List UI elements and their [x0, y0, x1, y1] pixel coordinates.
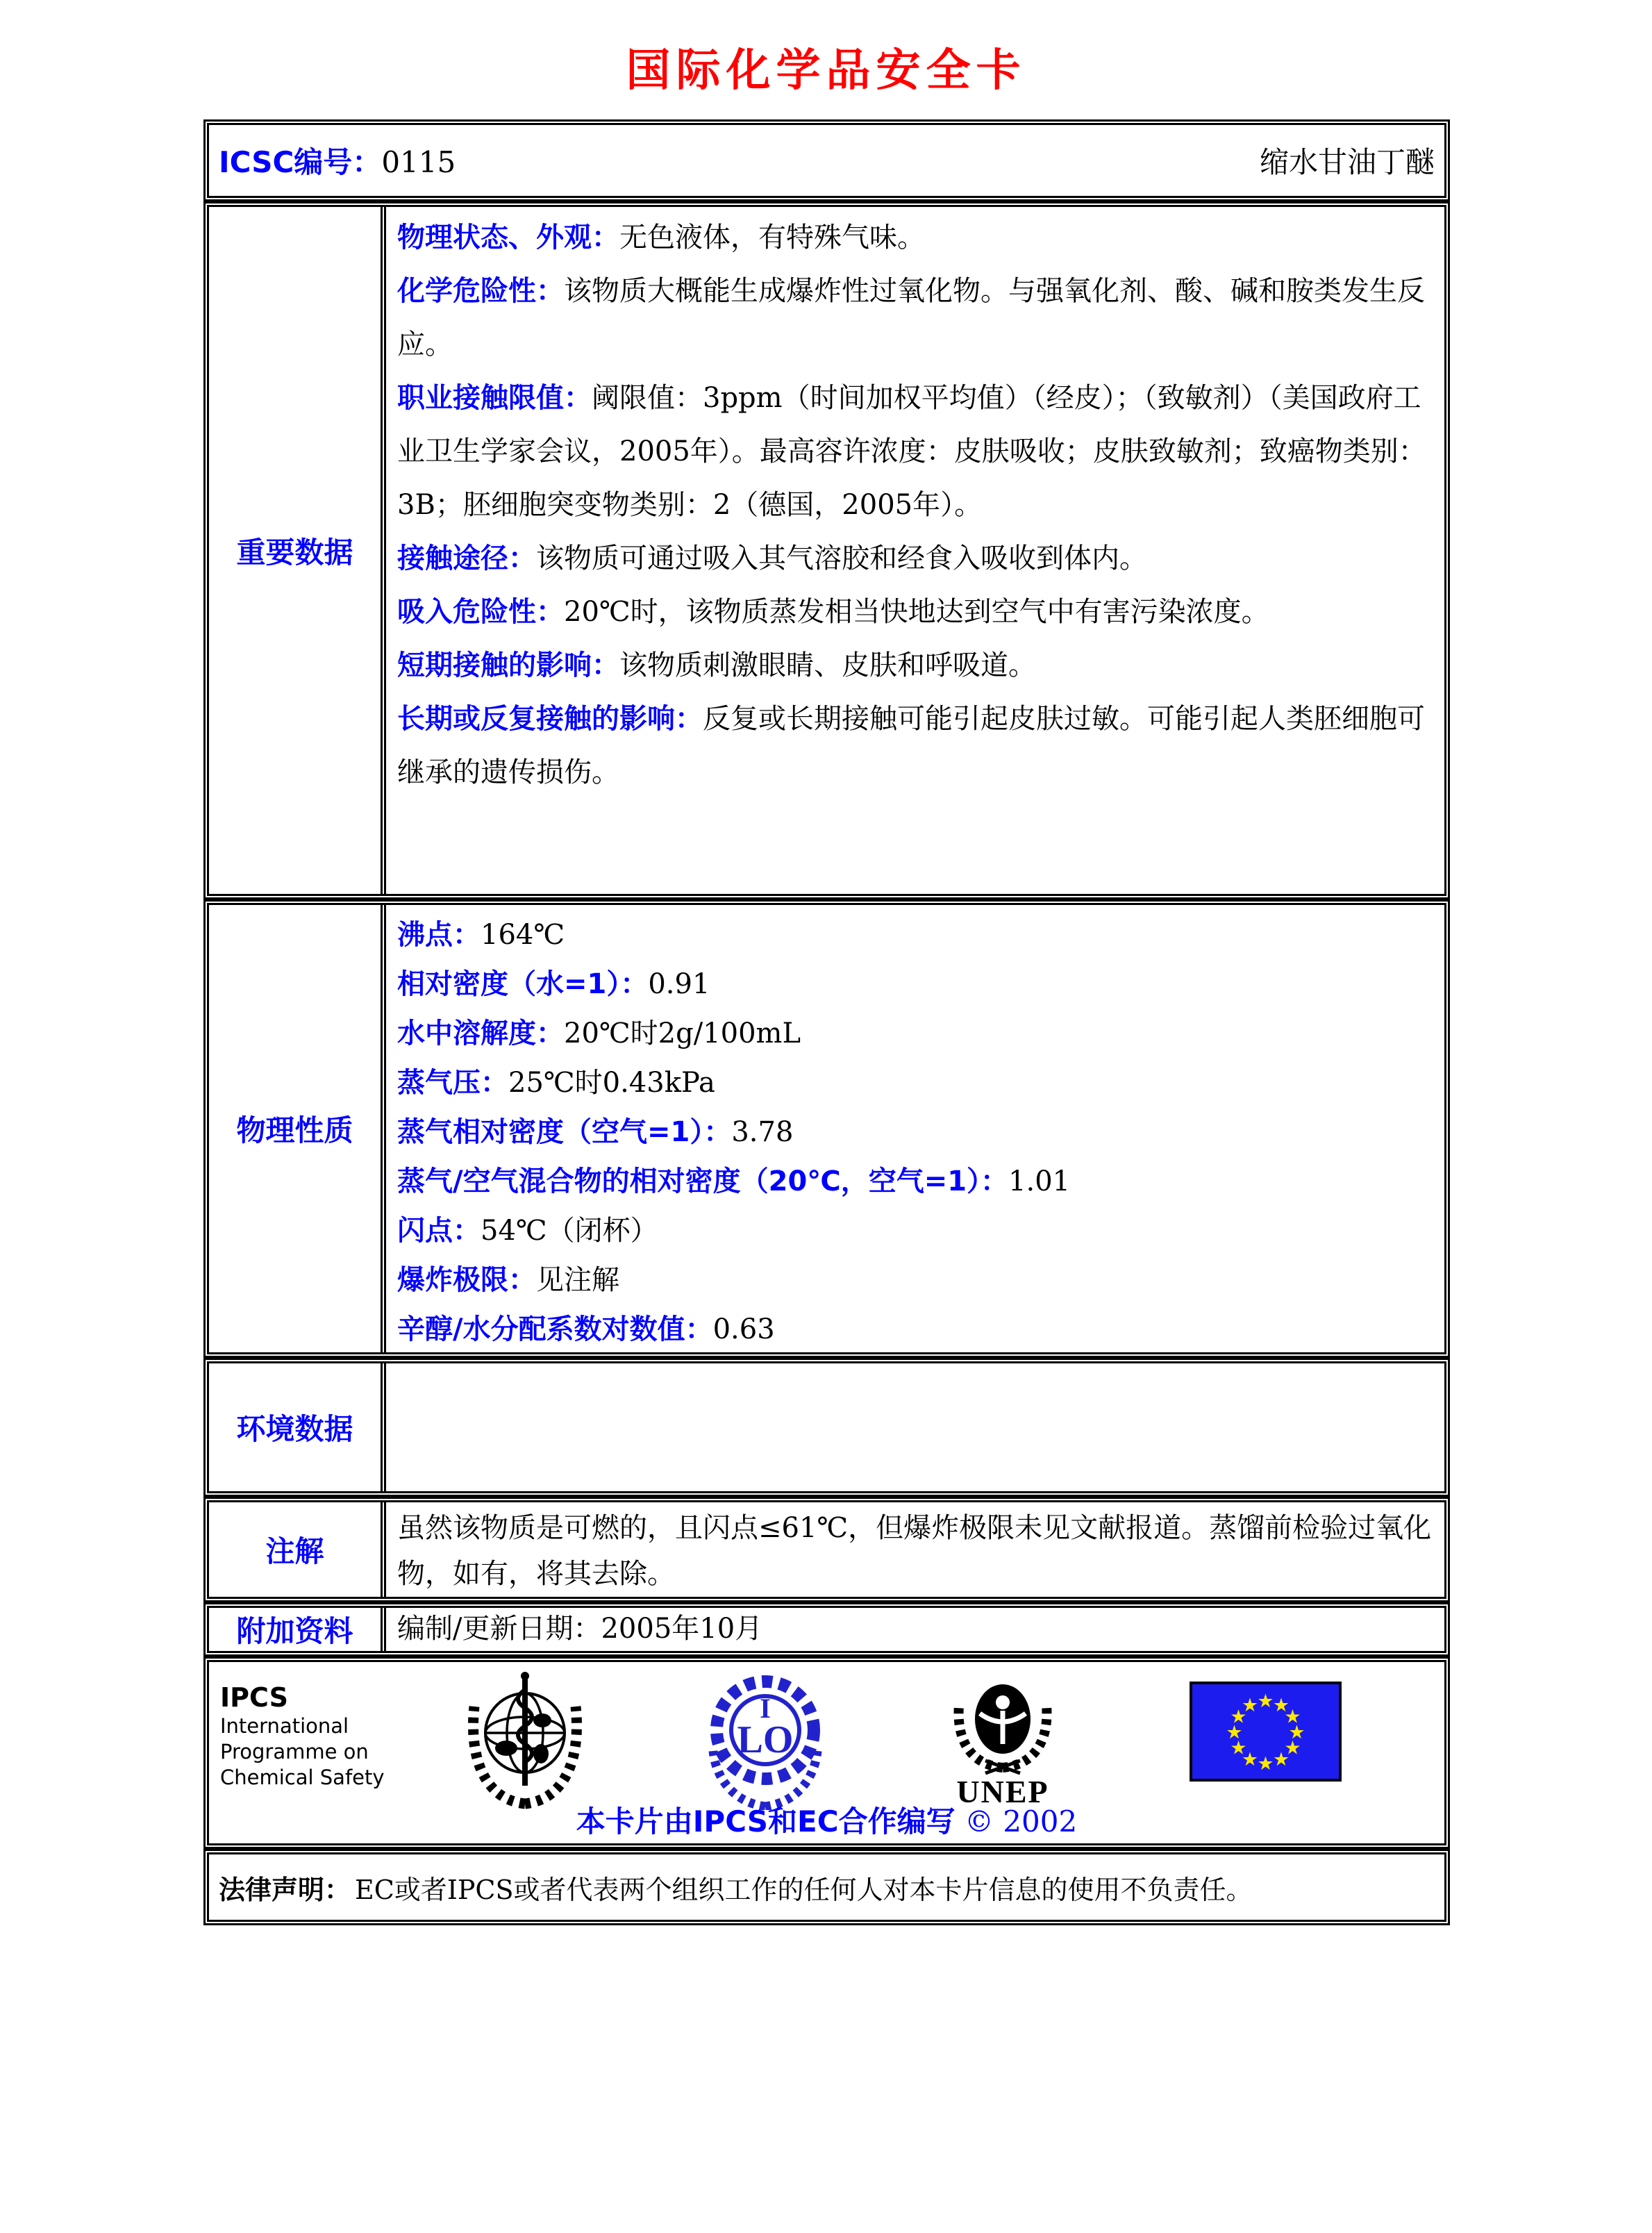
data-item-label: 沸点： — [397, 919, 481, 951]
update-date-value: 2005年10月 — [601, 1613, 763, 1645]
svg-text:★: ★ — [1288, 1722, 1305, 1743]
section-label-notes: 注解 — [209, 1502, 386, 1597]
data-item-text: 该物质刺激眼睛、皮肤和呼吸道。 — [619, 649, 1036, 681]
data-item — [397, 692, 1433, 799]
section-notes — [203, 1497, 1450, 1602]
data-item-label: 闪点： — [397, 1215, 481, 1247]
data-item — [397, 1206, 1433, 1256]
icsc-number-label: ICSC编号： — [219, 145, 382, 179]
caption-copyright: © 2002 — [964, 1804, 1078, 1838]
data-item-text: 该物质可通过吸入其气溶胶和经食入吸收到体内。 — [536, 542, 1147, 574]
environmental-data-content — [386, 1363, 1444, 1491]
data-item — [397, 1256, 1433, 1305]
important-data-content — [386, 207, 1444, 894]
legal-notice-label: 法律声明： — [219, 1874, 351, 1905]
data-item-label: 长期或反复接触的影响： — [397, 703, 703, 735]
data-item-text: 阈限值：3ppm（时间加权平均值）（经皮）；（致敏剂）（美国政府工业卫生学家会议，2005年）。最高容许浓度：皮肤吸收；皮肤致敏剂；致癌物类别：3B；胚细胞突变物类别：2（德国，2005年）。 — [397, 382, 1426, 521]
ipcs-line-3: Chemical Safety — [220, 1766, 385, 1789]
data-item — [397, 1059, 1433, 1108]
data-item-label: 接触途径： — [397, 542, 536, 574]
data-item-label: 物理状态、外观： — [397, 222, 619, 254]
data-item — [397, 211, 1433, 265]
ipcs-title: IPCS — [220, 1682, 288, 1713]
eu-flag-icon — [1190, 1682, 1342, 1782]
caption-text: 本卡片由IPCS和EC合作编写 — [576, 1804, 956, 1838]
data-item-text: 3.78 — [731, 1116, 794, 1148]
legal-notice-text: EC或者IPCS或者代表两个组织工作的任何人对本卡片信息的使用不负责任。 — [355, 1874, 1253, 1905]
section-environmental-data — [203, 1358, 1450, 1497]
data-item-text: 164℃ — [481, 919, 565, 951]
footer-caption — [209, 1804, 1444, 1839]
data-item-label: 蒸气压： — [397, 1067, 508, 1099]
data-item — [397, 960, 1433, 1009]
data-item-label: 水中溶解度： — [397, 1018, 564, 1049]
data-item-label: 相对密度（水=1）： — [397, 968, 649, 1000]
ipcs-line-2: Programme on — [220, 1740, 369, 1763]
ilo-letters-lo: LO — [737, 1718, 794, 1761]
data-item — [397, 265, 1433, 372]
data-item-text: 见注解 — [536, 1264, 619, 1296]
legal-notice-row — [203, 1849, 1450, 1925]
data-item-text: 20℃时，该物质蒸发相当快地达到空气中有害污染浓度。 — [564, 596, 1269, 628]
data-item-label: 辛醇/水分配系数对数值： — [397, 1313, 713, 1345]
data-item-label: 蒸气/空气混合物的相对密度（20℃，空气=1）： — [397, 1165, 1009, 1197]
data-item — [397, 1157, 1433, 1206]
data-item-text: 反复或长期接触可能引起皮肤过敏。可能引起人类胚细胞可继承的遗传损伤。 — [397, 703, 1425, 788]
data-item-label: 吸入危险性： — [397, 596, 564, 628]
icsc-number — [219, 140, 456, 181]
svg-text:★: ★ — [1272, 1695, 1290, 1716]
data-item — [397, 532, 1433, 586]
data-item-text: 54℃（闭杯） — [481, 1215, 658, 1247]
unep-logo-icon — [944, 1669, 1062, 1808]
data-item-label: 职业接触限值： — [397, 382, 592, 414]
section-label-physical: 物理性质 — [209, 905, 386, 1352]
data-item — [397, 639, 1433, 692]
svg-text:★: ★ — [1230, 1706, 1247, 1728]
svg-text:★: ★ — [1284, 1737, 1301, 1759]
data-item — [397, 372, 1433, 532]
data-item-text: 0.91 — [648, 968, 710, 1000]
section-physical-properties — [203, 899, 1450, 1358]
header-row — [203, 119, 1450, 201]
svg-text:★: ★ — [1241, 1695, 1259, 1716]
data-item — [397, 1009, 1433, 1059]
data-item — [397, 911, 1433, 960]
svg-text:★: ★ — [1257, 1753, 1274, 1775]
footer-logos-row — [203, 1657, 1450, 1849]
svg-text:★: ★ — [1272, 1749, 1290, 1770]
data-item-text: 无色液体，有特殊气味。 — [619, 222, 925, 254]
data-item-text: 0.63 — [712, 1313, 775, 1345]
data-item-text: 25℃时0.43kPa — [508, 1067, 715, 1099]
section-label-important: 重要数据 — [209, 207, 386, 894]
section-important-data — [203, 201, 1450, 899]
notes-content: 虽然该物质是可燃的，且闪点≤61℃，但爆炸极限未见文献报道。蒸馏前检验过氧化物，如有，将其去除。 — [397, 1512, 1432, 1590]
ilo-logo-icon — [699, 1668, 831, 1810]
ipcs-text-block — [220, 1682, 385, 1791]
ipcs-line-1: International — [220, 1714, 349, 1738]
data-item — [397, 1108, 1433, 1157]
icsc-number-value: 0115 — [381, 145, 456, 179]
data-item — [397, 586, 1433, 639]
svg-text:★: ★ — [1257, 1691, 1274, 1712]
section-label-environmental: 环境数据 — [209, 1363, 386, 1491]
update-date-label: 编制/更新日期： — [397, 1613, 601, 1645]
svg-text:★: ★ — [1230, 1737, 1247, 1759]
svg-text:★: ★ — [1241, 1749, 1259, 1770]
who-logo-icon — [459, 1666, 591, 1811]
chemical-name: 缩水甘油丁醚 — [1259, 145, 1435, 179]
svg-text:★: ★ — [1226, 1722, 1243, 1743]
section-additional-info — [203, 1602, 1450, 1657]
data-item-label: 短期接触的影响： — [397, 649, 619, 681]
data-item-text: 20℃时2g/100mL — [564, 1018, 801, 1049]
data-item-text: 该物质大概能生成爆炸性过氧化物。与强氧化剂、酸、碱和胺类发生反应。 — [397, 275, 1425, 360]
section-label-additional: 附加资料 — [209, 1608, 386, 1651]
data-item-text: 1.01 — [1008, 1165, 1071, 1197]
data-item — [397, 1305, 1433, 1354]
svg-text:★: ★ — [1284, 1706, 1301, 1728]
physical-properties-content — [386, 905, 1444, 1352]
page-title: 国际化学品安全卡 — [626, 45, 1026, 97]
ilo-letter-i: I — [760, 1693, 771, 1724]
data-item-label: 爆炸极限： — [397, 1264, 536, 1296]
data-item-label: 蒸气相对密度（空气=1）： — [397, 1116, 732, 1148]
icsc-card — [203, 119, 1450, 1925]
unep-text: UNEP — [956, 1774, 1049, 1808]
data-item-label: 化学危险性： — [397, 275, 564, 307]
additional-info-content — [386, 1608, 1444, 1651]
